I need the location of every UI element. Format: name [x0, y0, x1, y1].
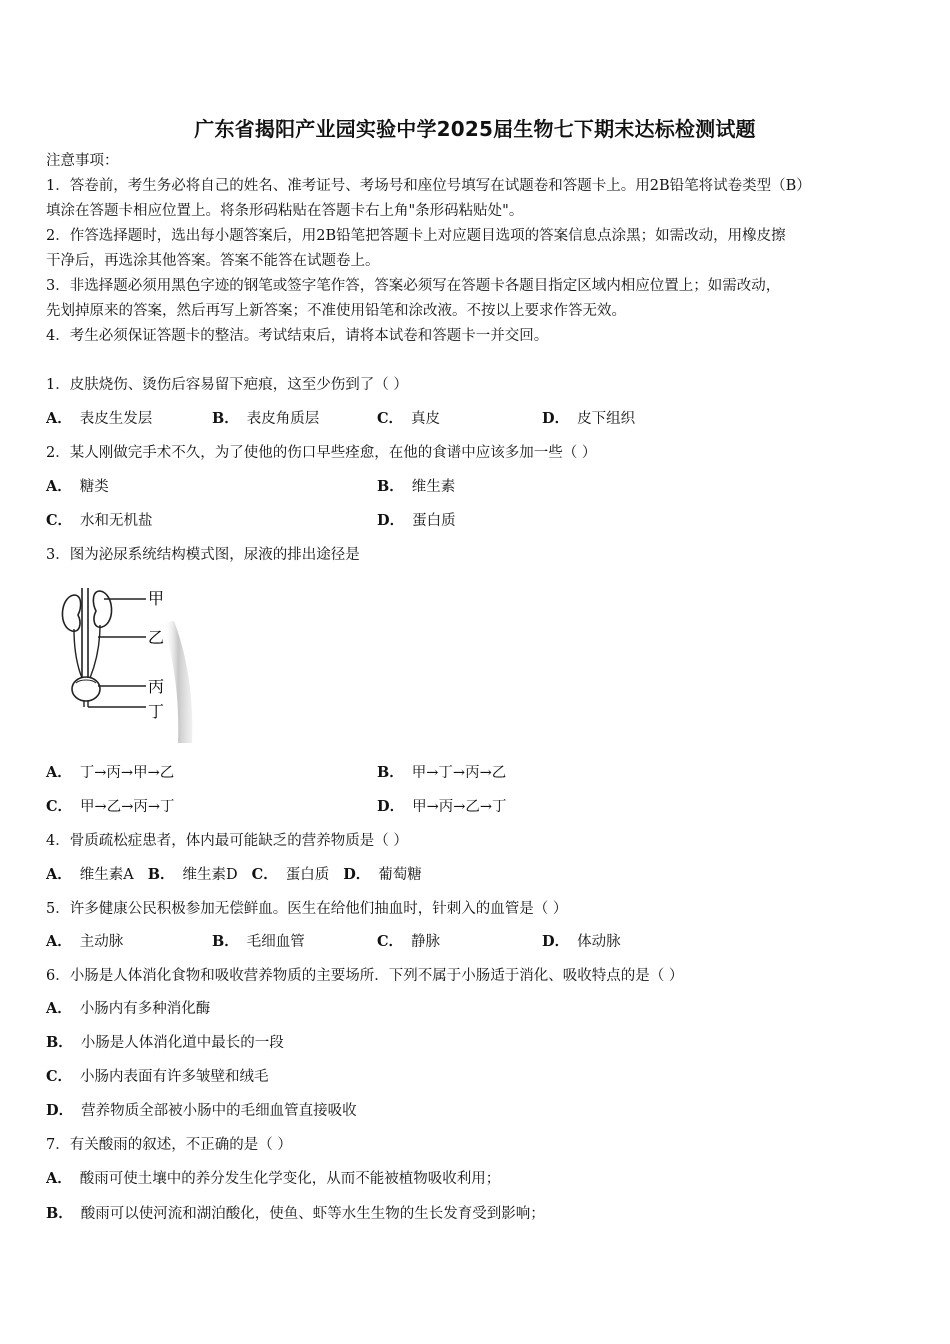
right-ureter — [90, 625, 100, 678]
q2-option-d: D． 蛋白质 — [377, 512, 456, 529]
notice-line: 2．作答选择题时，选出每小题答案后，用2B铅笔把答题卡上对应题目选项的答案信息点涂黑；如需改动，用橡皮擦 — [46, 228, 786, 244]
notice-line: 填涂在答题卡相应位置上。将条形码粘贴在答题卡右上角"条形码粘贴处"。 — [46, 203, 524, 219]
question-4-stem: 4．骨质疏松症患者，体内最可能缺乏的营养物质是（ ） — [46, 833, 408, 849]
question-6-stem: 6．小肠是人体消化食物和吸收营养物质的主要场所．下列不属于小肠适于消化、吸收特点的是（ ） — [46, 968, 684, 984]
q6-option-a: A． 小肠内有多种消化酶 — [46, 1000, 211, 1017]
scan-smudge — [164, 621, 192, 743]
question-3-stem: 3．图为泌尿系统结构模式图，尿液的排出途径是 — [46, 547, 360, 563]
q2-option-a: A． 糖类 — [46, 478, 109, 495]
q3-option-d: D． 甲→丙→乙→丁 — [377, 798, 507, 815]
blood-vessels — [82, 588, 88, 678]
q1-option-b: B． 表皮角质层 — [212, 410, 320, 427]
q3-option-c: C． 甲→乙→丙→丁 — [46, 798, 175, 815]
q3-option-b: B． 甲→丁→丙→乙 — [377, 764, 507, 781]
q7-option-a: A． 酸雨可使土壤中的养分发生化学变化，从而不能被植物吸收利用； — [46, 1170, 501, 1187]
notice-line: 干净后，再选涂其他答案。答案不能答在试题卷上。 — [46, 253, 380, 269]
q1-option-a: A． 表皮生发层 — [46, 410, 153, 427]
notice-line: 先划掉原来的答案，然后再写上新答案；不准使用铅笔和涂改液。不按以上要求作答无效。 — [46, 303, 626, 319]
q5-option-a: A． 主动脉 — [46, 933, 124, 950]
diagram-label-bing: 丙 — [148, 677, 165, 696]
question-7-stem: 7．有关酸雨的叙述，不正确的是（ ） — [46, 1137, 292, 1153]
page-title: 广东省揭阳产业园实验中学2025届生物七下期末达标检测试题 — [194, 117, 756, 141]
question-5-stem: 5．许多健康公民积极参加无偿鲜血。医生在给他们抽血时，针刺入的血管是（ ） — [46, 901, 568, 917]
diagram-label-yi: 乙 — [148, 628, 165, 647]
diagram-label-jia: 甲 — [148, 589, 165, 608]
q6-option-d: D． 营养物质全部被小肠中的毛细血管直接吸收 — [46, 1102, 357, 1119]
diagram-label-ding: 丁 — [148, 702, 165, 721]
question-1-stem: 1．皮肤烧伤、烫伤后容易留下疤痕，这至少伤到了（ ） — [46, 377, 408, 393]
q2-option-c: C． 水和无机盐 — [46, 512, 153, 529]
notice-heading: 注意事项： — [46, 153, 119, 169]
notice-line: 3．非选择题必须用黑色字迹的钢笔或签字笔作答，答案必须写在答题卡各题目指定区域内相应位置上；如需改动， — [46, 278, 781, 294]
left-kidney — [62, 595, 80, 631]
q6-option-c: C． 小肠内表面有许多皱壁和绒毛 — [46, 1068, 269, 1085]
q5-option-d: D． 体动脉 — [542, 933, 621, 950]
urethra — [84, 701, 88, 707]
left-ureter — [74, 629, 82, 678]
q1-option-c: C． 真皮 — [377, 410, 441, 427]
q2-option-b: B． 维生素 — [377, 478, 456, 495]
urinary-system-diagram — [52, 583, 197, 743]
q1-option-d: D． 皮下组织 — [542, 410, 636, 427]
q5-option-c: C． 静脉 — [377, 933, 441, 950]
q5-option-b: B． 毛细血管 — [212, 933, 305, 950]
question-2-stem: 2．某人刚做完手术不久，为了使他的伤口早些痊愈，在他的食谱中应该多加一些（ ） — [46, 445, 597, 461]
notice-line: 4．考生必须保证答题卡的整洁。考试结束后，请将本试卷和答题卡一并交回。 — [46, 328, 549, 344]
q4-options-row: A． 维生素A B． 维生素D C． 蛋白质 D． 葡萄糖 — [46, 866, 422, 883]
q7-option-b: B． 酸雨可以使河流和湖泊酸化，使鱼、虾等水生生物的生长发育受到影响； — [46, 1205, 545, 1222]
q3-option-a: A． 丁→丙→甲→乙 — [46, 764, 175, 781]
bladder — [72, 677, 100, 701]
right-kidney — [93, 591, 111, 627]
q6-option-b: B． 小肠是人体消化道中最长的一段 — [46, 1034, 284, 1051]
notice-line: 1．答卷前，考生务必将自己的姓名、准考证号、考场号和座位号填写在试题卷和答题卡上。用2B铅笔将试卷类型（B） — [46, 178, 811, 194]
